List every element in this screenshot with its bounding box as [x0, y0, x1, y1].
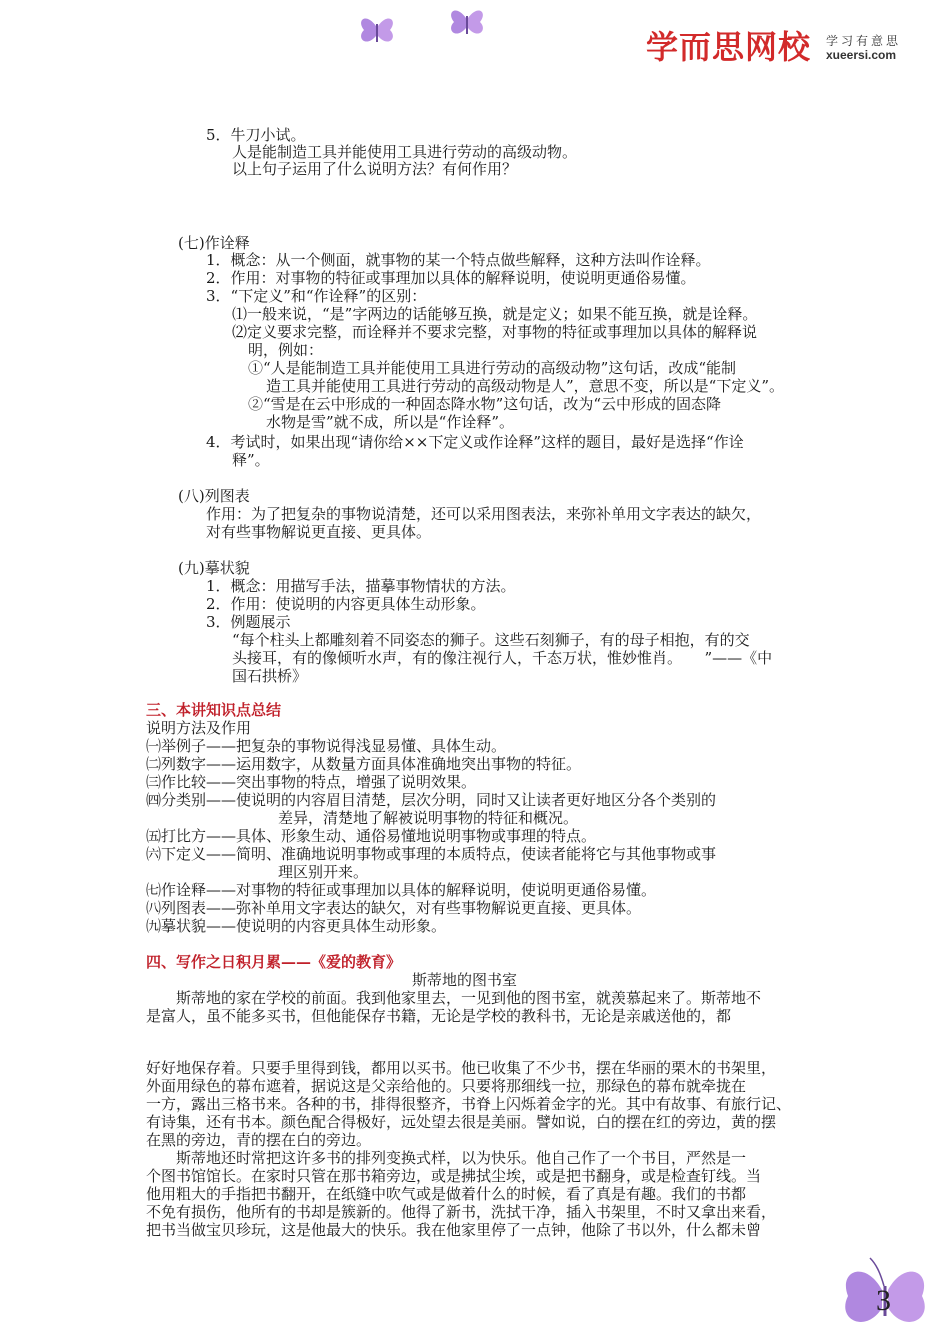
section-heading: (九)摹状貌 [178, 559, 250, 577]
text-line: 1．概念：从一个侧面，就事物的某一个特点做些解释，这种方法叫作诠释。 [206, 251, 711, 269]
text-line: 3．例题展示 [206, 613, 291, 631]
text-line: 2．作用：使说明的内容更具体生动形象。 [206, 595, 486, 613]
text-line: 在黑的旁边，青的摆在白的旁边。 [146, 1131, 372, 1149]
text-line: 人是能制造工具并能使用工具进行劳动的高级动物。 [232, 143, 578, 161]
text-line: ㈥下定义——简明、准确地说明事物或事理的本质特点，使读者能将它与其他事物或事 [146, 845, 717, 863]
text-line: 他用粗大的手指把书翻开，在纸缝中吹气或是做着什么的时候，看了真是有趣。我们的书都 [146, 1185, 747, 1203]
text-line: 斯蒂地还时常把这许多书的排列变换式样，以为快乐。他自己作了一个书目，严然是一 [176, 1149, 747, 1167]
section-heading: (七)作诠释 [178, 234, 250, 252]
text-line: ㈡列数字——运用数字，从数量方面具体准确地突出事物的特征。 [146, 755, 582, 773]
text-line: 理区别开来。 [278, 863, 369, 881]
brand-url: xueersi.com [826, 48, 897, 62]
text-line: ②“雪是在云中形成的一种固态降水物”这句话，改为“云中形成的固态降 [248, 395, 722, 413]
text-line: ①“人是能制造工具并能使用工具进行劳动的高级动物”这句话，改成“能制 [248, 359, 737, 377]
text-line: 把书当做宝贝珍玩，这是他最大的快乐。我在他家里停了一点钟，他除了书以外，什么都未曾 [146, 1221, 762, 1239]
text-line: 头接耳，有的像倾听水声，有的像注视行人，千态万状，惟妙惟肖。 ”——《中 [232, 649, 773, 667]
text-line: ⑵定义要求完整，而诠释并不要求完整，对事物的特征或事理加以具体的解释说 [232, 323, 758, 341]
text-line: 外面用绿色的幕布遮着，据说这是父亲给他的。只要将那细线一拉，那绿色的幕布就牵拢在 [146, 1077, 747, 1095]
text-line: ㈨摹状貌——使说明的内容更具体生动形象。 [146, 917, 447, 935]
text-line: 斯蒂地的家在学校的前面。我到他家里去，一见到他的图书室，就羡慕起来了。斯蒂地不 [176, 989, 762, 1007]
text-line: 明，例如： [248, 341, 324, 359]
text-line: 个图书馆馆长。在家时只管在那书箱旁边，或是拂拭尘埃，或是把书翻身，或是检查钉线。当 [146, 1167, 762, 1185]
brand-name: 学而思网校 [646, 28, 812, 66]
text-line: 说明方法及作用 [146, 719, 252, 737]
text-line: 以上句子运用了什么说明方法？有何作用？ [232, 160, 518, 178]
section-title: 四、写作之日积月累——《爱的教育》 [146, 953, 402, 971]
text-line: 是富人，虽不能多买书，但他能保存书籍，无论是学校的教科书，无论是亲戚送他的，都 [146, 1007, 732, 1025]
text-line: ⑴一般来说，“是”字两边的话能够互换，就是定义；如果不能互换，就是诠释。 [232, 305, 758, 323]
text-line: 一方，露出三格书来。各种的书，排得很整齐，书脊上闪烁着金字的光。其中有故事、有旅行记、 [146, 1095, 792, 1113]
text-line: 对有些事物解说更直接、更具体。 [206, 523, 432, 541]
text-line: 造工具并能使用工具进行劳动的高级动物是人”，意思不变，所以是“下定义”。 [266, 377, 785, 395]
text-line: 水物是雪”就不成，所以是“作诠释”。 [266, 413, 515, 431]
butterfly-icon-right [446, 4, 488, 42]
text-line: ㈢作比较——突出事物的特点，增强了说明效果。 [146, 773, 477, 791]
text-line: 3．“下定义”和“作诠释”的区别： [206, 287, 427, 305]
text-line: 作用：为了把复杂的事物说清楚，还可以采用图表法，来弥补单用文字表达的缺欠， [206, 505, 762, 523]
butterfly-icon-left [356, 12, 398, 52]
text-line: 2．作用：对事物的特征或事理加以具体的解释说明，使说明更通俗易懂。 [206, 269, 696, 287]
text-line: ㈧列图表——弥补单用文字表达的缺欠，对有些事物解说更直接、更具体。 [146, 899, 642, 917]
text-line: ㈣分类别——使说明的内容眉目清楚，层次分明，同时又让读者更好地区分各个类别的 [146, 791, 717, 809]
text-line: ㈤打比方——具体、形象生动、通俗易懂地说明事物或事理的特点。 [146, 827, 597, 845]
section-heading: (八)列图表 [178, 487, 250, 505]
text-line: “每个柱头上都雕刻着不同姿态的狮子。这些石刻狮子，有的母子相抱，有的交 [232, 631, 750, 649]
article-title: 斯蒂地的图书室 [412, 971, 518, 989]
text-line: 4．考试时，如果出现“请你给××下定义或作诠释”这样的题目，最好是选择“作诠 [206, 433, 744, 451]
text-line: ㈦作诠释——对事物的特征或事理加以具体的解释说明，使说明更通俗易懂。 [146, 881, 657, 899]
text-line: ㈠举例子——把复杂的事物说得浅显易懂、具体生动。 [146, 737, 507, 755]
brand-slogan: 学习有意思 [826, 34, 902, 48]
section-title: 三、本讲知识点总结 [146, 701, 282, 719]
text-line: 好好地保存着。只要手里得到钱，都用以买书。他已收集了不少书，摆在华丽的栗木的书架里， [146, 1059, 777, 1077]
page-number: 3 [876, 1284, 891, 1317]
text-line: 差异，清楚地了解被说明事物的特征和概况。 [278, 809, 579, 827]
text-line: 不免有损伤，他所有的书却是簇新的。他得了新书，洗拭干净，插入书架里，不时又拿出来看， [146, 1203, 777, 1221]
text-line: 国石拱桥》 [232, 667, 308, 685]
text-line: 1．概念：用描写手法，描摹事物情状的方法。 [206, 577, 516, 595]
text-line: 5．牛刀小试。 [206, 126, 306, 144]
text-line: 有诗集，还有书本。颜色配合得极好，远处望去很是美丽。譬如说，白的摆在红的旁边，黄的摆 [146, 1113, 777, 1131]
text-line: 释”。 [232, 451, 270, 469]
